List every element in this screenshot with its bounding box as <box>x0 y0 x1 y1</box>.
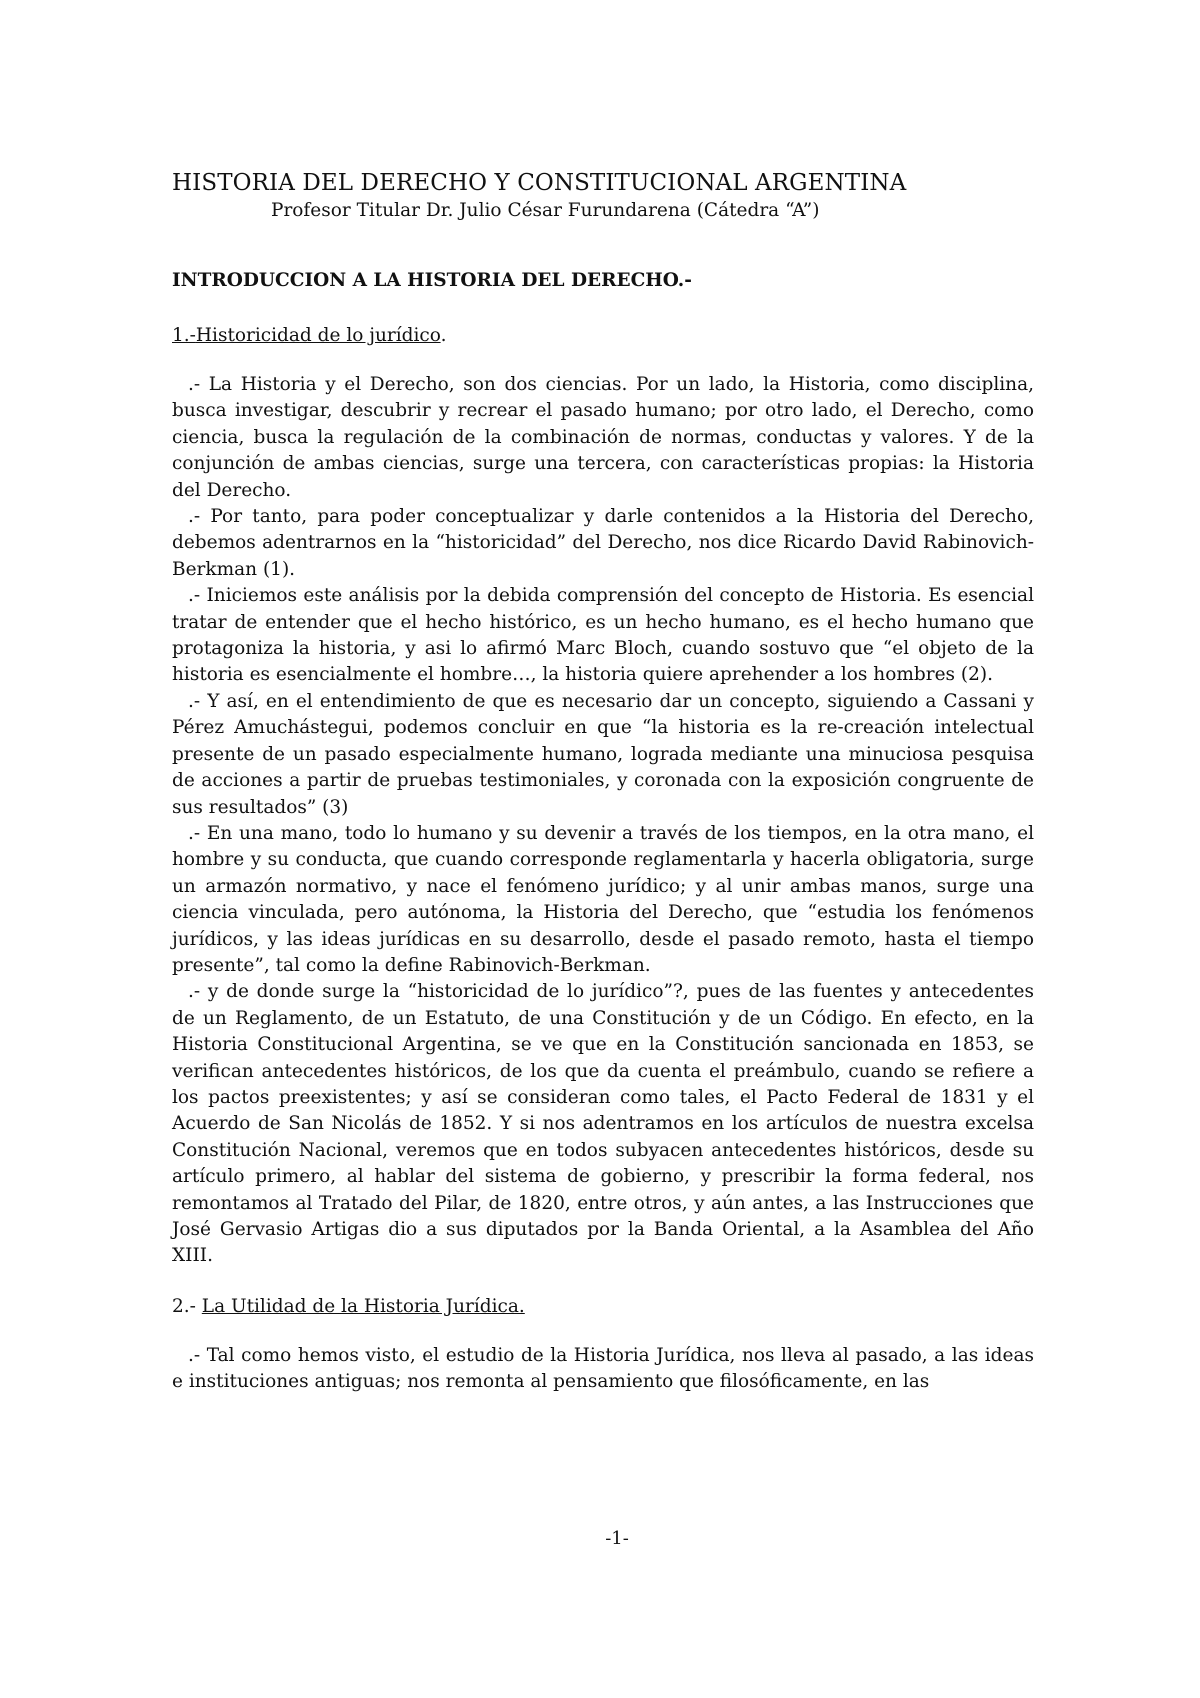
section-1-heading-suffix: . <box>440 325 447 346</box>
section-2-body <box>172 1343 1034 1396</box>
section-1-title: Historicidad de lo jurídico <box>195 325 441 346</box>
paragraph: .- En una mano, todo lo humano y su devenir a través de los tiempos, en la otra mano, el hombre y su conducta, que cuando corresponde reglamentarla y hacerla obligatoria, surge un armazón normativo, y nace el fenómeno jurídico; y al unir ambas manos, surge una ciencia vinculada, pero autónoma, la Historia del Derecho, que “estudia los fenómenos jurídicos, y las ideas jurídicas en su desarrollo, desde el pasado remoto, hasta el tiempo presente”, tal como la define Rabinovich-Berkman. <box>172 822 1034 976</box>
paragraph: .- Iniciemos este análisis por la debida comprensión del concepto de Historia. Es esencial tratar de entender que el hecho histórico, es un hecho humano, es el hecho humano que protagoniza la historia, y asi lo afirmó Marc Bloch, cuando sostuvo que “el objeto de la historia es esencialmente el hombre…, la historia quiere aprehender a los hombres (2). <box>172 585 1034 686</box>
paragraph: .- Tal como hemos visto, el estudio de la Historia Jurídica, nos lleva al pasado, a las ideas e instituciones antiguas; nos remonta al pensamiento que filosóficamente, en las <box>172 1344 1034 1393</box>
section-2-heading <box>172 1294 1034 1320</box>
section-1-number: 1.- <box>172 325 196 346</box>
document-title: HISTORIA DEL DERECHO Y CONSTITUCIONAL ARGENTINA <box>172 170 907 196</box>
intro-heading: INTRODUCCION A LA HISTORIA DEL DERECHO.- <box>172 270 692 291</box>
paragraph: .- Y así, en el entendimiento de que es necesario dar un concepto, siguiendo a Cassani y Pérez Amuchástegui, podemos concluir en que “la historia es la re-creación intelectual presente de un pasado especialmente humano, lograda mediante una minuciosa pesquisa de acciones a partir de pruebas testimoniales, y coronada con la exposición congruente de sus resultados” (3) <box>172 690 1034 818</box>
page-number: -1- <box>605 1528 629 1549</box>
document-page <box>172 168 1034 1396</box>
section-1-heading <box>172 323 1034 349</box>
document-subtitle: Profesor Titular Dr. Julio César Furundarena (Cátedra “A”) <box>271 200 820 221</box>
section-1-body <box>172 372 1034 1270</box>
paragraph: .- y de donde surge la “historicidad de lo jurídico”?, pues de las fuentes y antecedentes de un Reglamento, de un Estatuto, de una Constitución y de un Código. En efecto, en la Historia Constitucional Argentina, se ve que en la Constitución sancionada en 1853, se verifican antecedentes históricos, de los que da cuenta el preámbulo, cuando se refiere a los pactos preexistentes; y así se consideran como tales, el Pacto Federal de 1831 y el Acuerdo de San Nicolás de 1852. Y si nos adentramos en los artículos de nuestra excelsa Constitución Nacional, veremos que en todos subyacen antecedentes históricos, desde su artículo primero, al hablar del sistema de gobierno, y prescribir la forma federal, nos remontamos al Tratado del Pilar, de 1820, entre otros, y aún antes, a las Instrucciones que José Gervasio Artigas dio a sus diputados por la Banda Oriental, a la Asamblea del Año XIII. <box>172 981 1034 1267</box>
section-2-number: 2.- <box>172 1295 202 1317</box>
paragraph: .- Por tanto, para poder conceptualizar y darle contenidos a la Historia del Derecho, debemos adentrarnos en la “historicidad” del Derecho, nos dice Ricardo David Rabinovich-Berkman (1). <box>172 506 1034 580</box>
paragraph: .- La Historia y el Derecho, son dos ciencias. Por un lado, la Historia, como disciplina, busca investigar, descubrir y recrear el pasado humano; por otro lado, el Derecho, como ciencia, busca la regulación de la combinación de normas, conductas y valores. Y de la conjunción de ambas ciencias, surge una tercera, con características propias: la Historia del Derecho. <box>172 374 1034 501</box>
section-2-title: La Utilidad de la Historia Jurídica. <box>201 1295 525 1317</box>
